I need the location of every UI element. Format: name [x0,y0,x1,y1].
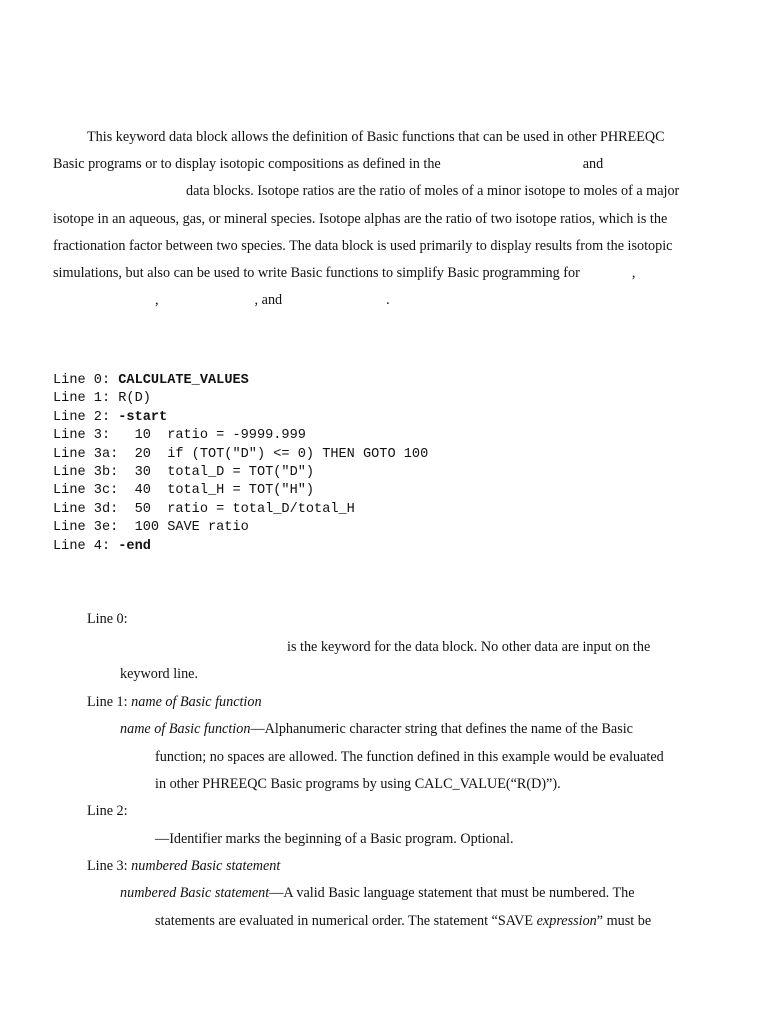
intro-line-5: fractionation factor between two species. The data block is used primarily to display results from the isotopic [53,237,673,254]
line2-definition: —Identifier marks the beginning of a Basic program. Optional. [155,831,514,847]
intro-line-7a: , [155,292,159,309]
intro-paragraph [53,124,698,314]
line0-description-cont: keyword line. [120,666,199,682]
intro-line-3: data blocks. Isotope ratios are the ratio of moles of a minor isotope to moles of a major [186,183,680,200]
line1-definition: name of Basic function—Alphanumeric character string that defines the name of the Basic [120,721,633,737]
example-line: Line 3c: 40 total_H = TOT("H") [53,483,315,499]
line1-heading: Line 1: name of Basic function [87,694,262,710]
example-line: Line 1: R(D) [53,391,151,407]
line3-heading: Line 3: numbered Basic statement [87,858,281,874]
example-line: Line 0: CALCULATE_VALUES [53,373,249,388]
intro-line-6a: simulations, but also can be used to write Basic functions to simplify Basic programming for [53,265,580,282]
line1-definition-cont: in other PHREEQC Basic programs by using CALC_VALUE(“R(D)”). [155,776,561,792]
intro-line-7c: . [386,292,390,309]
example-line: Line 3a: 20 if (TOT("D") <= 0) THEN GOTO 100 [53,446,429,462]
line2-label: Line 2: [87,803,128,819]
intro-line-4: isotope in an aqueous, gas, or mineral species. Isotope alphas are the ratio of two isotope ratios, which is the [53,210,668,227]
intro-line-2a: Basic programs or to display isotopic compositions as defined in the [53,156,441,173]
example-line: Line 3: 10 ratio = -9999.999 [53,428,306,444]
line3-definition-cont: statements are evaluated in numerical order. The statement “SAVE expression” must be [155,913,652,929]
intro-line-6b: , [631,265,636,282]
line1-definition-cont: function; no spaces are allowed. The function defined in this example would be evaluated [155,749,664,765]
example-code-block [53,372,428,556]
example-line: Line 3e: 100 SAVE ratio [53,520,249,536]
line0-description: is the keyword for the data block. No other data are input on the [287,639,651,655]
example-line: Line 4: -end [53,538,151,554]
intro-line-2b: and [582,156,604,173]
intro-line-7b: , and [254,292,283,309]
example-line: Line 3b: 30 total_D = TOT("D") [53,465,315,481]
example-line: Line 3d: 50 ratio = total_D/total_H [53,501,355,517]
line0-label: Line 0: [87,611,128,627]
line3-definition: numbered Basic statement—A valid Basic language statement that must be numbered. The [120,885,635,901]
intro-line-1: This keyword data block allows the definition of Basic functions that can be used in other PHREEQC [87,129,665,145]
example-line: Line 2: -start [53,409,168,425]
